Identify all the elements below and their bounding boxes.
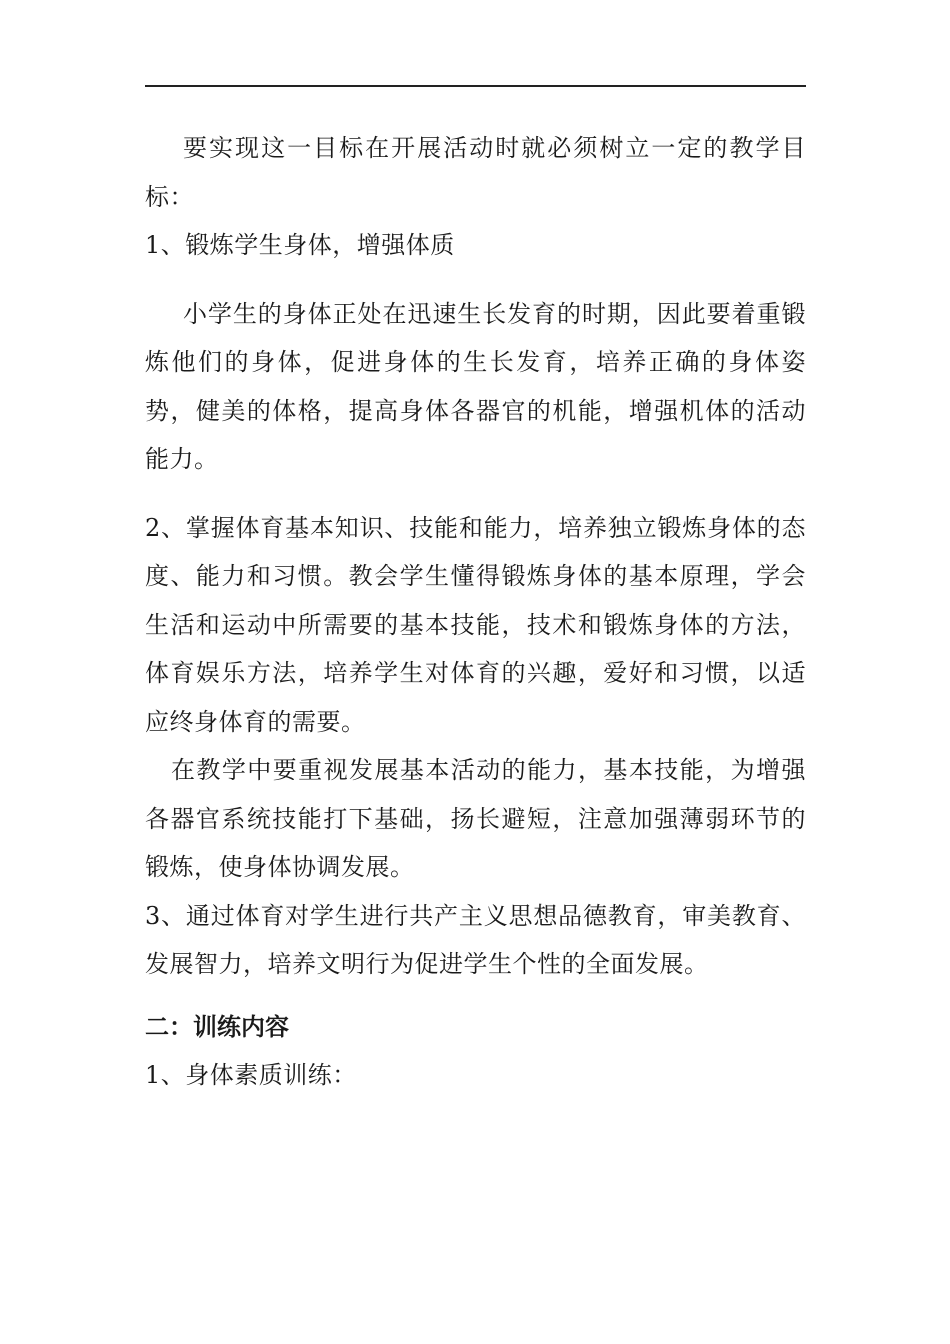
section-heading: 二：训练内容 bbox=[145, 1012, 289, 1041]
paragraph-physical: 小学生的身体正处在迅速生长发育的时期，因此要着重锻炼他们的身体，促进身体的生长发育，培养正确的身体姿势，健美的体格，提高身体各器官的机能，增强机体的活动能力。 bbox=[145, 299, 806, 473]
sub-item-1: 1、身体素质训练： bbox=[145, 1060, 357, 1089]
list-item-1: 1、锻炼学生身体，增强体质 bbox=[145, 231, 455, 259]
paragraph-intro: 要实现这一目标在开展活动时就必须树立一定的教学目标： bbox=[145, 134, 806, 211]
header-rule bbox=[145, 85, 806, 87]
list-item-2: 2、掌握体育基本知识、技能和能力，培养独立锻炼身体的态度、能力和习惯。教会学生懂得锻炼身体的基本原理，学会生活和运动中所需要的基本技能，技术和锻炼身体的方法，体育娱乐方法，培养学生对体育的兴趣，爱好和习惯，以适应终身体育的需要。 bbox=[145, 513, 806, 736]
list-item-3: 3、通过体育对学生进行共产主义思想品德教育，审美教育、发展智力，培养文明行为促进学生个性的全面发展。 bbox=[145, 901, 806, 978]
document-body bbox=[145, 124, 806, 1099]
paragraph-skills: 在教学中要重视发展基本活动的能力，基本技能，为增强各器官系统技能打下基础，扬长避短，注意加强薄弱环节的锻炼，使身体协调发展。 bbox=[145, 756, 806, 881]
